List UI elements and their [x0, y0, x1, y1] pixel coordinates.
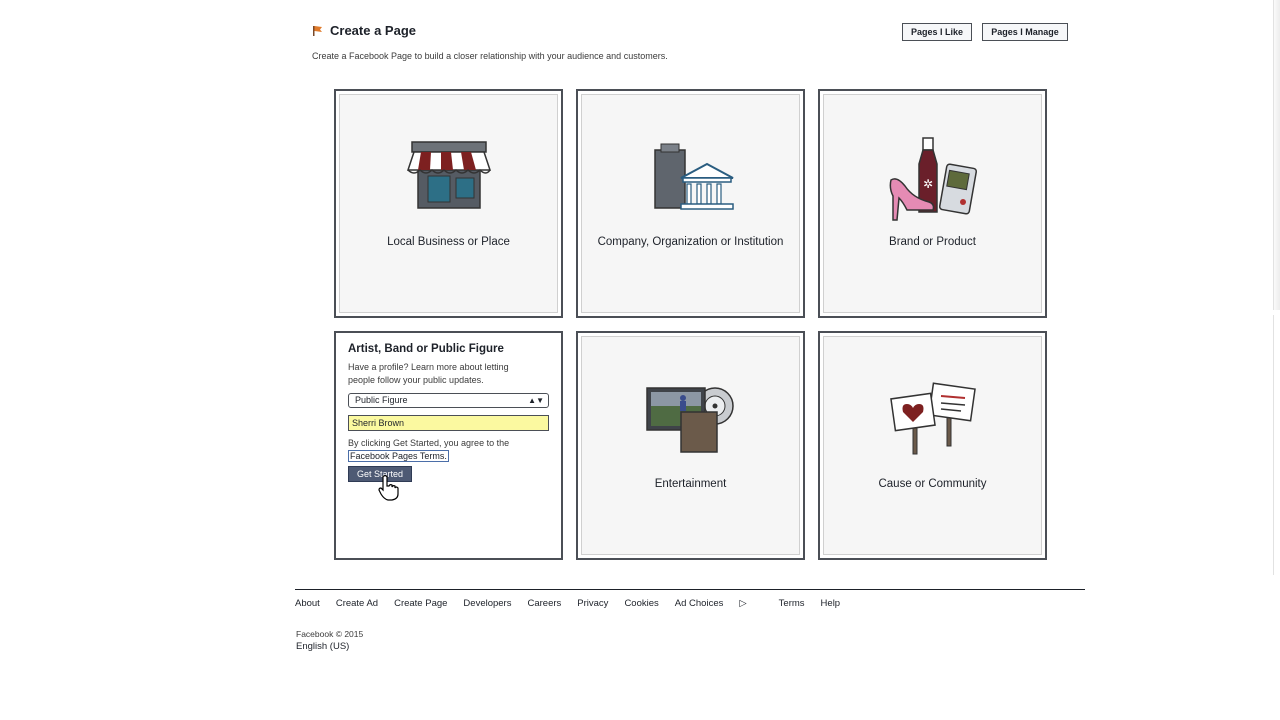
footer-link-developers[interactable]: Developers [463, 598, 512, 609]
category-select[interactable] [348, 393, 549, 408]
category-local-business[interactable] [334, 89, 563, 318]
footer-link-privacy[interactable]: Privacy [577, 598, 609, 609]
signs-icon [887, 378, 979, 458]
page-title [312, 23, 416, 38]
category-select-value: Public Figure [355, 395, 408, 405]
language-link[interactable]: English (US) [296, 641, 350, 652]
select-arrows-icon: ▲▼ [528, 396, 544, 405]
scrollbar-track[interactable] [1273, 315, 1280, 575]
scrollbar[interactable] [1273, 0, 1280, 310]
get-started-button[interactable]: Get Started [348, 466, 412, 482]
footer-link-help[interactable]: Help [820, 598, 841, 609]
category-brand-product[interactable] [818, 89, 1047, 318]
category-entertainment[interactable] [576, 331, 805, 560]
flag-icon [312, 25, 324, 37]
footer-link-careers[interactable]: Careers [527, 598, 562, 609]
category-label: Cause or Community [878, 478, 987, 490]
pages-i-manage-button[interactable]: Pages I Manage [982, 23, 1068, 41]
entertainment-icon [645, 378, 737, 458]
artist-card-title: Artist, Band or Public Figure [348, 343, 504, 355]
category-label: Brand or Product [889, 236, 976, 248]
category-label: Entertainment [654, 478, 727, 490]
footer-link-ad-choices[interactable] [675, 598, 763, 609]
page-subtitle: Create a Facebook Page to build a closer relationship with your audience and customers. [312, 51, 668, 61]
category-label: Local Business or Place [387, 236, 510, 248]
hand-cursor-icon [378, 475, 400, 501]
storefront-icon [404, 136, 494, 214]
terms-text [348, 437, 548, 463]
svg-text:✲: ✲ [922, 177, 933, 191]
institution-icon [645, 136, 737, 214]
category-company[interactable] [576, 89, 805, 318]
copyright: Facebook © 2015 [296, 629, 364, 639]
footer-link-create-page[interactable]: Create Page [394, 598, 448, 609]
terms-prefix: By clicking Get Started, you agree to the [348, 438, 510, 448]
category-label: Company, Organization or Institution [597, 236, 784, 248]
footer-link-cookies[interactable]: Cookies [624, 598, 659, 609]
footer-link-terms[interactable]: Terms [778, 598, 805, 609]
artist-card-description: Have a profile? Learn more about letting people follow your public updates. [348, 362, 509, 385]
products-icon [887, 136, 979, 224]
facebook-pages-terms-link[interactable]: Facebook Pages Terms. [350, 451, 447, 461]
footer-divider [295, 589, 1085, 590]
pages-i-like-button[interactable]: Pages I Like [902, 23, 972, 41]
footer-links [295, 598, 856, 609]
category-cause-community[interactable] [818, 331, 1047, 560]
category-artist-band-public-figure [334, 331, 563, 560]
ad-choices-label: Ad Choices [674, 598, 724, 609]
footer-link-about[interactable]: About [295, 598, 320, 609]
footer-link-create-ad[interactable]: Create Ad [335, 598, 379, 609]
ad-choices-icon: ▷ [739, 598, 747, 609]
page-name-input[interactable] [348, 415, 549, 431]
page-title-text: Create a Page [330, 23, 416, 38]
